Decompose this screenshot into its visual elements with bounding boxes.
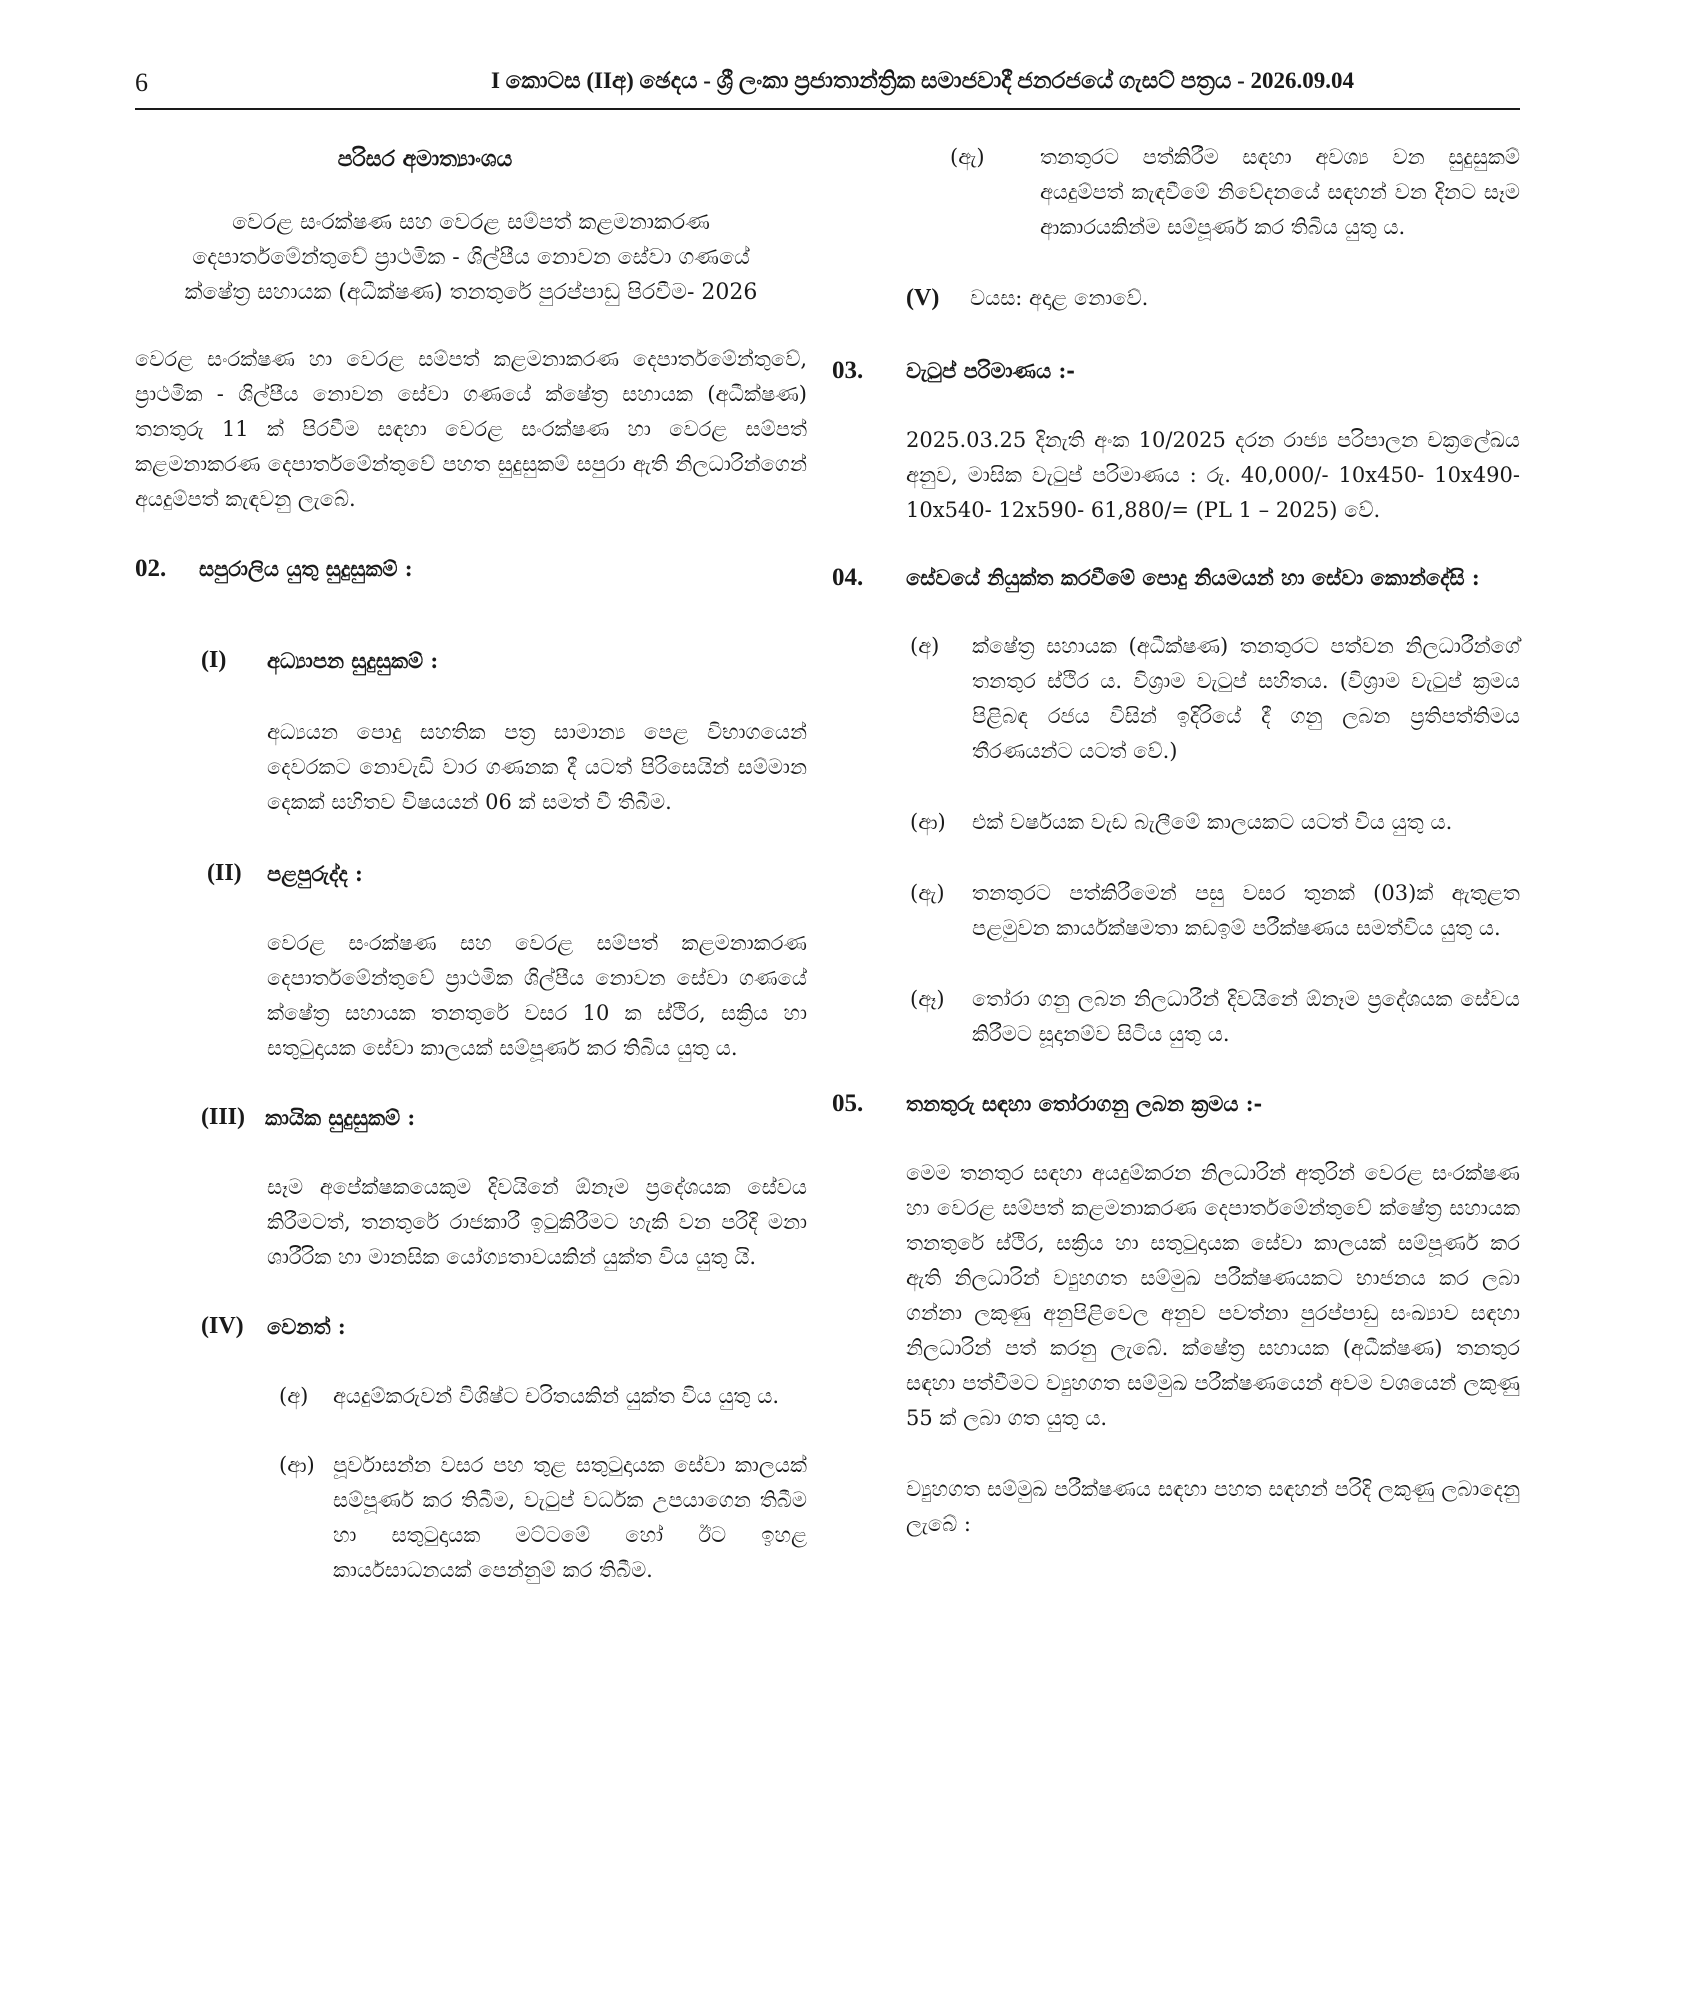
selection-method-text: මෙම තනතුර සඳහා අයදුම්කරන නිලධාරින් අතුරින් වෙරළ සංරක්ෂණ හා වෙරළ සම්පත් කළමනාකරණ දෙපාර්තමේන්තුවේ ක්ෂේත්‍ර සහායක තනතුරේ ස්ථිර, සක්‍රිය හා සතුටුදායක සේවා කාලයක් සම්පූර්ණ කර ඇති නිලධාරින් ව්‍යුහගත සම්මුඛ පරීක්ෂණයකට භාජනය කර ලබා ගන්නා ලකුණු අනුපිළිවෙල අනුව පවත්නා පුරප්පාඩු සංඛ්‍යාව සඳහා නිලධාරින් පත් කරනු ලැබේ. ක්ෂේත්‍ර සහායක (අධීක්ෂණ) තනතුර සඳහා පත්වීමට ව්‍යුහගත සම්මුඛ පරීක්ෂණයෙන් අවම වශයෙන් ලකුණු 55 ක් ලබා ගත යුතු ය. <box>906 1161 1520 1430</box>
item-label: (ඇ) <box>950 145 985 169</box>
intro-paragraph: වෙරළ සංරක්ෂණ හා වෙරළ සම්පත් කළමනාකරණ දෙපාර්තමේන්තුවේ, ප්‍රාථමික - ශිල්පීය නොවන සේවා ගණයේ ක්ෂේත්‍ර සහායක (අධීක්ෂණ) තනතුරු 11 ක් පිරවීම සඳහා වෙරළ සංරක්ෂණ හා වෙරළ සම්පත් කළමනාකරණ දෙපාර්තමේන්තුවේ පහත සුදුසුකම් සපුරා ඇති නිලධාරින්ගෙන් අයදුම්පත් කැඳවනු ලැබේ. <box>135 347 807 511</box>
section-number: 05. <box>832 1090 864 1117</box>
list-item <box>840 876 1520 946</box>
section-heading: සේවයේ නියුක්ත කරවීමේ පොදු නියමයන් හා සේවා කොන්දේසි : <box>906 565 1480 590</box>
subsection-iii-header <box>135 1100 807 1136</box>
subsection-heading: වෙනත් : <box>267 1314 346 1339</box>
section-heading: වැටුප් පරිමාණය :- <box>906 358 1075 383</box>
item-text: තනතුරට පත්කිරීම සඳහා අවශ්‍ය වන සුදුසුකම් අයදුම්පත් කැඳවීමේ නිවේදනයේ සඳහන් වන දිනට සෑම ආකාරයකින්ම සම්පූර්ණ කර තිබිය යුතු ය. <box>1040 145 1520 239</box>
list-item <box>840 629 1520 769</box>
item-label: (අ) <box>279 1384 309 1408</box>
subsection-heading: අධ්‍යාපන සුදුසුකම් : <box>267 648 439 673</box>
item-text: අයදුම්කරුවන් විශිෂ්ට චරිතයකින් යුක්ත විය යුතු ය. <box>333 1384 780 1408</box>
education-qualifications-text: අධ්‍යයන පොදු සහතික පත්‍ර සාමාන්‍ය පෙළ විභාගයෙන් දෙවරකට නොවැඩි වාර ගණනක දී යටත් පිරිසෙයින් සම්මාන දෙකක් සහිතව විෂයයන් 06 ක් සමත් වී තිබීම. <box>267 720 807 814</box>
section-number: 03. <box>832 357 864 384</box>
item-label: (ආ) <box>279 1453 315 1477</box>
ministry-name: පරිසර අමාත්‍යාංශය <box>337 146 513 172</box>
subsection-ii-header <box>135 856 807 892</box>
item-text: පූර්වාසන්න වසර පහ තුළ සතුටුදායක සේවා කාලයක් සම්පූර්ණ කර තිබීම, වැටුප් වර්ධක උපයාගෙන තිබීම හා සතුටුදායක මට්ටමේ හෝ ඊට ඉහළ කාර්යසාධනයක් පෙන්නුම් කර තිබීම. <box>333 1453 807 1582</box>
subsection-iv-header <box>135 1309 807 1345</box>
salary-scale-text: 2025.03.25 දිනැති අංක 10/2025 දරන රාජ්‍ය පරිපාලන චක්‍රලේඛය අනුව, මාසික වැටුප් පරිමාණය : රු. 40,000/- 10x450- 10x490- 10x540- 12x590- 61,880/= (PL 1 – 2025) වේ. <box>906 428 1520 522</box>
section-number: 02. <box>135 555 167 582</box>
subsection-number: (V) <box>906 285 940 311</box>
page-header <box>135 60 1520 110</box>
item-text: තෝරා ගනු ලබන නිලධාරීන් දිවයිනේ ඕනෑම ප්‍රදේශයක සේවය කිරීමට සූදානම්ව සිටිය යුතු ය. <box>972 987 1520 1046</box>
subsection-number: (I) <box>201 647 227 673</box>
subsection-number: (III) <box>201 1104 246 1130</box>
gazette-page <box>135 60 1520 1960</box>
page-number: 6 <box>135 68 148 97</box>
physical-qualifications-text: සෑම අපේක්ෂකයෙකුම දිවයිනේ ඕනෑම ප්‍රදේශයක සේවය කිරීමටත්, තනතුරේ රාජකාරී ඉටුකිරීමට හැකි වන පරිදි මනා ශාරීරික හා මානසික යෝග්‍යතාවයකින් යුක්ත විය යුතු යි. <box>267 1175 807 1269</box>
subsection-heading: කායික සුදුසුකම් : <box>265 1105 416 1130</box>
subsection-heading: පළපුරුද්ද : <box>267 861 363 886</box>
left-column <box>135 140 807 1588</box>
item-text: එක් වර්ෂයක වැඩ බැලීමේ කාලයකට යටත් විය යුතු ය. <box>972 810 1453 834</box>
list-item <box>840 140 1520 245</box>
item-text: තනතුරට පත්කිරීමෙන් පසු වසර තුනක් (03)ක් ඇතුළත පළමුවන කාර්යක්ෂමතා කඩඉම් පරීක්ෂණය සමත්විය යුතු ය. <box>972 881 1520 940</box>
right-column <box>832 140 1520 1542</box>
list-item <box>840 982 1520 1052</box>
section-04-header <box>832 560 1520 595</box>
section-number: 04. <box>832 564 864 591</box>
interview-marks-intro: ව්‍යුහගත සම්මුඛ පරීක්ෂණය සඳහා පහත සඳහන් පරිදි ලකුණු ලබාදෙනු ලැබේ : <box>906 1477 1520 1536</box>
list-item <box>135 1448 807 1588</box>
list-item <box>135 1379 807 1414</box>
subsection-i-header <box>135 643 807 679</box>
gazette-title: I කොටස (IIඅ) ඡෙදය - ශ්‍රී ලංකා ප්‍රජාතාන්ත්‍රික සමාජවාදී ජනරජයේ ගැසට් පත්‍රය - 2026.09.04 <box>490 68 1355 93</box>
item-text: ක්ෂේත්‍ර සහායක (අධීක්ෂණ) තනතුරට පත්වන නිලධාරීන්ගේ තනතුර ස්ථිර ය. විශ්‍රාම වැටුප් සහිතය. (විශ්‍රාම වැටුප් ක්‍රමය පිළිබඳ රජය විසින් ඉදිරියේ දී ගනු ලබන ප්‍රතිපත්තිමය තීරණයන්ට යටත් වේ.) <box>972 634 1520 763</box>
item-label: (ඈ) <box>910 987 945 1011</box>
item-label: (ආ) <box>910 810 946 834</box>
experience-text: වෙරළ සංරක්ෂණ සහ වෙරළ සම්පත් කළමනාකරණ දෙපාර්තමේන්තුවේ ප්‍රාථමික ශිල්පීය නොවන සේවා ගණයේ ක්ෂේත්‍ර සහායක තනතුරේ වසර 10 ක ස්ථිර, සක්‍රිය හා සතුටුදායක සේවා කාලයක් සම්පූර්ණ කර තිබිය යුතු ය. <box>267 931 807 1060</box>
item-label: (ඇ) <box>910 881 945 905</box>
section-02-header <box>135 551 807 587</box>
section-05-header <box>832 1086 1520 1122</box>
list-item <box>840 805 1520 840</box>
subsection-number: (IV) <box>201 1313 244 1339</box>
age-requirement-text: වයස: අදාළ නොවේ. <box>970 286 1149 310</box>
section-heading: තනතුරු සඳහා තෝරාගනු ලබන ක්‍රමය :- <box>906 1091 1263 1116</box>
section-heading: සපුරාලිය යුතු සුදුසුකම් : <box>199 556 413 581</box>
item-label: (අ) <box>910 634 940 658</box>
notice-title: වෙරළ සංරක්ෂණ සහ වෙරළ සම්පත් කළමනාකරණ දෙපාර්තමේන්තුවේ ප්‍රාථමික - ශිල්පීය නොවන සේවා ගණයේ ක්ෂේත්‍ර සහායක (අධීක්ෂණ) තනතුරේ පුරප්පාඩු පිරවීම- 2026 <box>184 210 758 305</box>
section-03-header <box>832 353 1520 389</box>
subsection-v <box>840 281 1520 317</box>
subsection-number: (II) <box>207 860 242 886</box>
